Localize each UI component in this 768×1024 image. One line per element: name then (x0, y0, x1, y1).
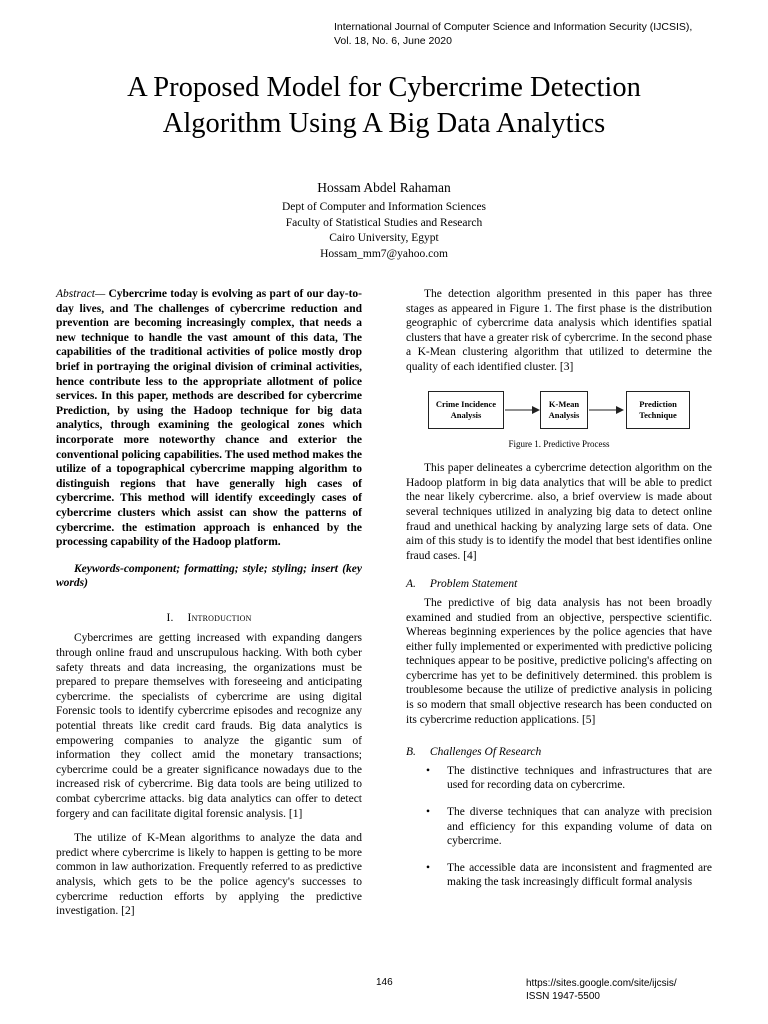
title-line-2: Algorithm Using A Big Data Analytics (162, 108, 606, 139)
journal-line-1: International Journal of Computer Science and Information Security (IJCSIS), (334, 21, 693, 33)
journal-header (334, 20, 692, 48)
challenges-list (406, 764, 712, 890)
problem-paragraph: The predictive of big data analysis has not been broadly examined and studied from an objective, perspective scientific. Whereas beginning experiences by the police agencies that have either fully implemented or experimented with predictive policing techniques appear to be positive, predictive policing's affecting on cybercrime has yet to be definitively determined. this problem is troublesome because the utilize of predictive analysis in policing is so modern that small objective research has been conducted on its cybercrime reduction applications. [5] (406, 596, 712, 726)
delineates-paragraph: This paper delineates a cybercrime detection algorithm on the Hadoop platform in big data analytics that will be able to predict the near likely cybercrime. also, a brief overview is made about several techniques utilized in analyzing big data to detect online fraud and unethical hacking by analyzing large sets of data. One aim of this study is to identify the model that best identifies online fraud cases. [4] (406, 462, 712, 562)
figure-caption: Figure 1. Predictive Process (508, 438, 610, 449)
author-block (184, 179, 584, 262)
section-heading-introduction (56, 611, 362, 626)
figure-box-kmean: K-Mean Analysis (540, 391, 588, 429)
figure-predictive-process (406, 381, 712, 433)
section-title: Introduction (187, 611, 252, 624)
author-university: Cairo University, Egypt (329, 232, 439, 244)
intro-paragraph-2: The utilize of K-Mean algorithms to analyze the data and predict where cybercrime is likely to happen is getting to be more common in law authorization. Frequently referred to as predictive analysis, which gets to be the police agency's successes to cybercrime reduction efforts by applying the predictive investigation. [2] (56, 832, 362, 918)
author-faculty: Faculty of Statistical Studies and Research (285, 216, 483, 229)
subsection-heading-challenges (406, 745, 712, 760)
list-item-text: The diverse techniques that can analyze with precision and efficiency for this expanding volume of data on cybercrime. (447, 806, 712, 848)
figure-box-crime-incidence: Crime Incidence Analysis (428, 391, 504, 429)
subsection-title: Challenges Of Research (429, 746, 542, 759)
intro-paragraph-1: Cybercrimes are getting increased with expanding dangers through online fraud and unscrupulous hacking. With both cyber safety threats and data increasing, the organizations must be prepared to prepare themselves with foreseeing and anticipating cybercrime. the specialists of cybercrime are using digital Forensic tools to identify cybercrime episodes and recognize any potential threats like credit card frauds. Big data analytics is empowering companies to analyze the gigantic sum of information they collect amid the monetary transactions; cybercrime could be a greater significance nowadays due to the increased risk of cybercrime. Big data tools are being utilized to combat cybercrime attacks. big data analytics can offer to detect forgery and can facilitate digital forensic analysis. [1] (56, 632, 362, 820)
author-email: Hossam_mm7@yahoo.com (320, 247, 448, 260)
subsection-letter: A. (406, 578, 416, 591)
abstract-label: Abstract— (56, 288, 106, 300)
bullet-icon: • (426, 764, 431, 777)
keywords: Keywords-component; formatting; style; styling; insert (key words) (56, 562, 362, 590)
abstract-text: Cybercrime today is evolving as part of our day-to-day lives, and The challenges of cybercrime reduction and prevention are becoming increasingly complex, that needs a new technique to handle the vast amount of this data, The capabilities of the traditional activities of police mostly drop brief in portraying the original division of criminal activities, hence contribute less to the appropriate allotment of police services. In this paper, methods are described for cybercrime Prediction, by using the Hadoop technique for big data analytics, through examining the geological zones which incorporate more noteworthy chance and exterior the conventional policing capabilities. The used method makes the utilize of a topographical cybercrime mapping algorithm to distinguish regions that have generally high cases of cybercrime. This method will identify exceedingly cases of cybercrime clusters which assist can show the patterns of cybercrime. the estimation approach is enhanced by the processing capability of the Hadoop platform. (56, 288, 362, 549)
subsection-title: Problem Statement (429, 578, 518, 591)
right-column (406, 287, 712, 902)
footer-issn: ISSN 1947-5500 (526, 991, 600, 1002)
left-column (56, 287, 362, 919)
abstract (56, 287, 362, 550)
page-number: 146 (376, 977, 393, 988)
list-item (406, 764, 712, 793)
list-item-text: The accessible data are inconsistent and fragmented are making the task increasingly difficult formal analysis (447, 861, 712, 889)
figure-box-prediction: Prediction Technique (626, 391, 690, 429)
footer-url: https://sites.google.com/site/ijcsis/ (526, 978, 677, 989)
list-item (406, 805, 712, 849)
author-name: Hossam Abdel Rahaman (317, 180, 451, 195)
footer-journal-info (526, 977, 677, 1003)
subsection-letter: B. (406, 746, 416, 759)
journal-line-2: Vol. 18, No. 6, June 2020 (334, 35, 452, 47)
title-line-1: A Proposed Model for Cybercrime Detection (127, 72, 641, 103)
detection-paragraph: The detection algorithm presented in this paper has three stages as appeared in Figure 1. The first phase is the distribution geographic of cybercrime data analysis which identifies spatial clusters that have a greater risk of cybercrime. In the second phase a K-Mean clustering algorithm that utilized to determine the quality of each identified cluster. [3] (406, 288, 712, 373)
bullet-icon: • (426, 861, 431, 874)
list-item (406, 861, 712, 890)
subsection-heading-problem (406, 577, 712, 592)
list-item-text: The distinctive techniques and infrastructures that are used for recording data on cybercrime. (447, 764, 712, 792)
author-dept: Dept of Computer and Information Sciences (281, 201, 487, 213)
bullet-icon: • (426, 806, 431, 819)
section-number: I. (166, 611, 174, 624)
paper-title (60, 70, 708, 142)
